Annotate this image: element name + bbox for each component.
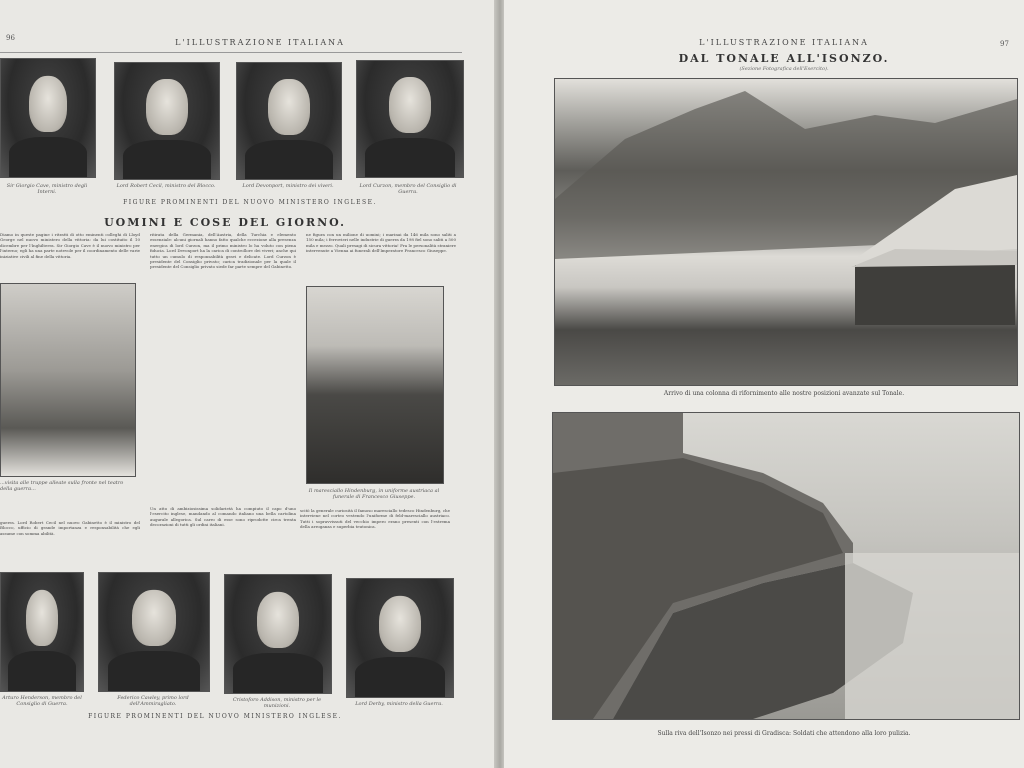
portrait-caption: Lord Devonport, ministro dei viveri. [242, 183, 334, 189]
portrait-photo [98, 572, 210, 692]
running-head: L'ILLUSTRAZIONE ITALIANA [175, 38, 345, 47]
page-number: 97 [1000, 40, 1009, 48]
article-column: ne figura con un milione di uomini; i marinai da 146 mila sono saliti a 150 mila; i ferrovieri nelle industrie di guerra da 198 fiel sono saliti a 500 mila e mezzo. Quali presagi di sicura vittoria! Fra le personalità straniere intervenute a Vienna ai funerali dell'Imperatore Francesco Giuseppe. [306, 232, 456, 254]
river-illustration [553, 413, 1019, 719]
header-rule [0, 52, 462, 53]
hindenburg-caption: Il maresciallo Hindenburg, in uniforme austriaca al funerale di Francesco Giuseppe. [308, 488, 440, 500]
portrait-caption: Cristoforo Addison, ministro per le munizioni. [232, 697, 322, 709]
portrait-caption: Arturo Henderson, membro del Consiglio di Guerra. [2, 695, 82, 707]
portrait-photo [114, 62, 220, 180]
mountain-illustration [555, 79, 1017, 385]
portrait-caption: Lord Curzon, membro del Consiglio di Guerra. [359, 183, 457, 195]
page-title: DAL TONALE ALL'ISONZO. [678, 52, 890, 65]
hindenburg-photo [306, 286, 444, 484]
article-column: guerra. Lord Robert Cecil nel nuovo Gabinetto è il ministro del Blocco, ufficio di grande importanza e responsabilità che egli assume con somma abilità. [0, 520, 140, 536]
running-head: L'ILLUSTRAZIONE ITALIANA [699, 38, 869, 47]
inset-photo-caption: ...visita alle truppe alleate sulla fronte nel teatro della guerra... [0, 480, 124, 492]
portrait-caption: Lord Derby, ministro della Guerra. [355, 701, 443, 707]
portrait-photo [224, 574, 332, 694]
portrait-photo [0, 572, 84, 692]
section-caption: FIGURE PROMINENTI DEL NUOVO MINISTERO INGLESE. [123, 199, 377, 206]
portrait-photo [0, 58, 96, 178]
tonale-photo [554, 78, 1018, 386]
portrait-photo [356, 60, 464, 178]
photo-caption: Sulla riva dell'Isonzo nei pressi di Gradisca: Soldati che attendono alla loro pulizia. [657, 730, 911, 737]
article-title: UOMINI E COSE DEL GIORNO. [104, 216, 346, 229]
isonzo-photo [552, 412, 1020, 720]
portrait-caption: Federico Cawley, primo lord dell'Ammiragliato. [117, 695, 189, 707]
portrait-caption: Sir Giorgio Cave, ministro degli Interni. [6, 183, 88, 195]
article-column: Diamo in queste pagine i ritratti di otto eminenti colleghi di Lloyd George nel nuovo ministero della vittoria: da lui costituito il 10 dicembre per l'Inghilterra. Sir Giorgio Cave è il nuovo ministro per l'interno; egli ha una parte notevole per il coordinamento delle varie iniziative civili al fine della vittoria. [0, 232, 140, 259]
article-column: scitò la generale curiosità il famoso maresciallo tedesco Hindenburg, che interviene nel corteo vestendo l'uniforme di feld-maresciallo austriaco. Tutti i sopravvissuti del vecchio impero erano presenti con l'estrema della arroganza e superbia teutonica. [300, 508, 450, 530]
portrait-photo [346, 578, 454, 698]
article-column: ritirata della Germania, dell'Austria, della Turchia e elemento essenziale: alcuni giornali hanno fatto qualche eccezione alla presenza energica di lord Curzon, ma il primo ministro lo ha voluto con piena fiducia. Lord Devonport ha la carica di controllore dei viveri; anche qui tutto un cumulo di responsabilità gravi e delicate. Lord Curzon è presidente del Consiglio privato; carica tradizionale per la quale il presidente del Consiglio privato siede far parte sempre del Gabinetto. [150, 232, 296, 270]
right-page [504, 0, 1024, 768]
portrait-photo [236, 62, 342, 180]
inset-photo [0, 283, 136, 477]
left-page [0, 0, 496, 768]
page-subtitle: (Sezione Fotografica dell'Esercito). [739, 66, 829, 72]
page-number: 96 [6, 34, 15, 42]
portrait-caption: Lord Robert Cecil, ministro del Blocco. [116, 183, 216, 189]
article-column: Un atto di ambiziosissima solidarietà ha compiuto il capo d'uno l'esercito inglese, mandando al comando italiano una bella cartolina augurale allegorica. Sul carro di esse sono riprodotte circa trenta decorazioni di tutti gli ordini italiani. [150, 506, 296, 528]
section-caption: FIGURE PROMINENTI DEL NUOVO MINISTERO INGLESE. [88, 713, 342, 720]
photo-caption: Arrivo di una colonna di rifornimento alle nostre posizioni avanzate sul Tonale. [663, 390, 905, 397]
